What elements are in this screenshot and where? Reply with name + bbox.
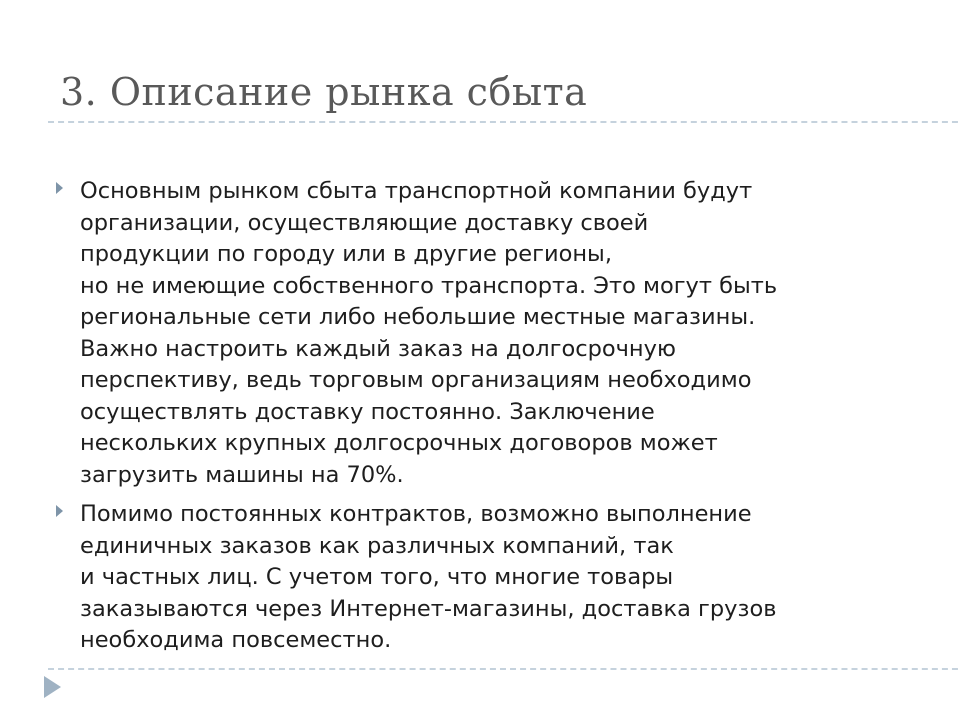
bullet-text-line: перспективу, ведь торговым организациям необходимо — [80, 367, 752, 393]
bullet-text-line: необходима повсеместно. — [80, 627, 392, 653]
bullet-text-line: и частных лиц. С учетом того, что многие товары — [80, 564, 674, 590]
bullet-text-line: Основным рынком сбыта транспортной компании будут — [80, 178, 753, 204]
bullet-text-line: но не имеющие собственного транспорта. Это могут быть — [80, 272, 778, 299]
bullet-text-line: заказываются через Интернет-магазины, доставка грузов — [80, 595, 777, 622]
bullet-text-line: организации, осуществляющие доставку своей — [80, 209, 649, 236]
next-slide-arrow-icon[interactable] — [44, 676, 61, 698]
bullet-item — [56, 176, 916, 491]
slide-title: 3. Описание рынка сбыта — [60, 70, 588, 114]
bullet-text-line: продукции по городу или в другие регионы, — [80, 241, 612, 267]
footer-divider — [48, 668, 960, 670]
bullet-text-line: Помимо постоянных контрактов, возможно выполнение — [80, 501, 752, 527]
bullet-text-line: региональные сети либо небольшие местные магазины. — [80, 304, 756, 330]
bullet-list — [56, 176, 916, 665]
triangle-bullet-icon — [56, 182, 63, 194]
bullet-text-line: нескольких крупных долгосрочных договоров может — [80, 430, 718, 456]
bullet-text-line: осуществлять доставку постоянно. Заключение — [80, 398, 655, 425]
bullet-text-line: загрузить машины на 70%. — [80, 461, 404, 488]
triangle-bullet-icon — [56, 505, 63, 517]
title-divider — [48, 121, 960, 123]
bullet-item — [56, 499, 916, 657]
bullet-text-line: единичных заказов как различных компаний, так — [80, 532, 674, 559]
bullet-text-line: Важно настроить каждый заказ на долгосрочную — [80, 335, 676, 362]
